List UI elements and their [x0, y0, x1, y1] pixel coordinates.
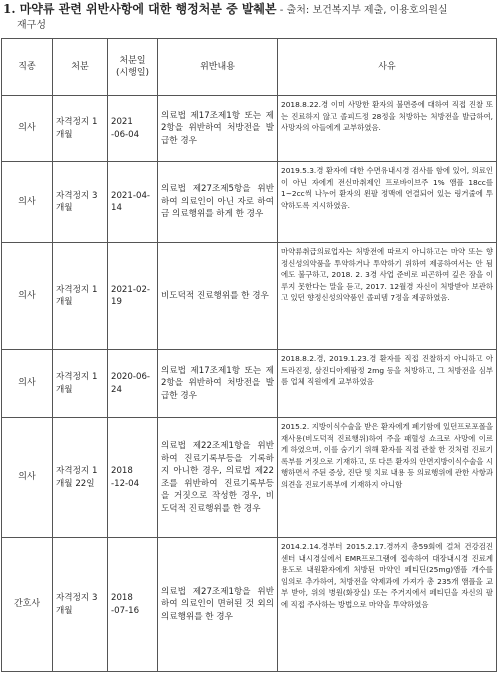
cell-reason: 2014.2.14.경부터 2015.2.17.경까지 총59회에 걸쳐 건강검진센터 내시경실에서 EMR프로그램에 접속하여 대장내시경 진료계 용도로 내원환자에게 처방된 마약인 페티딘(25mg)앰플 개수를 임의로 추가하여, 처방전을 약제과에 가져가 총 235개 앰플을 교부 받아, 위의 병원(화장실) 또는 주거지에서 페티딘을 자신의 팔에 직접 주사하는 방법으로 마약을 투약하였음: [278, 538, 497, 672]
header-job: 직종: [2, 39, 53, 96]
cell-job: 의사: [2, 350, 53, 418]
cell-action: 자격정지 1 개월: [53, 350, 108, 418]
cell-action: 자격정지 1 개월: [53, 96, 108, 162]
cell-reason: 2018.8.22.경 이미 사망한 환자의 불면증에 대하여 직접 진찰 또는 진료하지 않고 졸피드정 28정을 처방하는 처방전을 발급하여, 사망자의 아들에게 교부하였음.: [278, 96, 497, 162]
cell-action: 자격정지 1 개월 22일: [53, 418, 108, 538]
cell-action: 자격정지 3 개월: [53, 162, 108, 243]
cell-action: 자격정지 1 개월: [53, 243, 108, 350]
cell-violation: 의료법 제27조제5항을 위반하여 의료인이 아닌 자로 하여금 의료행위를 하게 한 경우: [158, 162, 278, 243]
cell-date: 2018 -12-04: [108, 418, 158, 538]
cell-action: 자격정지 3 개월: [53, 538, 108, 672]
header-violation: 위반내용: [158, 39, 278, 96]
disciplinary-actions-table: [1, 38, 497, 672]
cell-reason: 마약류취급의료업자는 처방전에 따르지 아니하고는 마약 또는 향정신성의약품을 투약하거나 투약하기 위하여 제공하여서는 안 됨에도 불구하고, 2018. 2. 3경 사업 준비로 피곤하여 깊은 잠을 이루지 못한다는 말을 듣고, 2017. 12월경 자신이 처방받아 보관하고 있던 향정신성의약품인 졸피뎀 7정을 제공하였음.: [278, 243, 497, 350]
table-row: [2, 243, 497, 350]
table-header-row: [2, 39, 497, 96]
heading-title: 1. 마약류 관련 위반사항에 대한 행정처분 중 발췌본: [3, 2, 277, 16]
cell-date: 2021-02-19: [108, 243, 158, 350]
cell-violation: 의료법 제27조제1항을 위반하여 의료인이 면허된 것 외의 의료행위를 한 경우: [158, 538, 278, 672]
cell-job: 간호사: [2, 538, 53, 672]
table-row: [2, 162, 497, 243]
cell-reason: 2019.5.3.경 환자에 대한 수면유내시경 검사를 함에 있어, 의료인이 아닌 자에게 전신마취제인 프로바이브주 1% 앰플 18cc를 1~2cc씩 나누어 환자의 왼팔 정맥에 연결되어 있는 링거줄에 투약하도록 지시하였음.: [278, 162, 497, 243]
header-date: 처분일 (시행일): [108, 39, 158, 96]
cell-job: 의사: [2, 162, 53, 243]
table-row: [2, 418, 497, 538]
table-row: [2, 96, 497, 162]
cell-job: 의사: [2, 243, 53, 350]
heading-source-continuation: 재구성: [17, 20, 46, 31]
cell-date: 2020-06-24: [108, 350, 158, 418]
header-action: 처분: [53, 39, 108, 96]
cell-violation: 의료법 제22조제1항을 위반하여 진료기록부등을 기록하지 아니한 경우, 의료법 제22조를 위반하여 진료기록부등을 거짓으로 작성한 경우, 비도덕적 진료행위를 한 경우: [158, 418, 278, 538]
cell-job: 의사: [2, 96, 53, 162]
table-row: [2, 350, 497, 418]
cell-reason: 2015.2. 지방이식수술을 받은 환자에게 폐기함에 있던프로포폴을 재사용(비도덕적 진료행위)하여 주을 패혈성 쇼크로 사망에 이르게 하였으며, 이를 숨기기 위해 환자를 직접 관찰 한 것처럼 진료기록부를 거짓으로 기재하고, 또 다른 환자의 안면지방이식수술을 시행하면서 주된 증상, 진단 및 치료 내용 등 의료행위에 관한 사항과 의견을 진료기록부에 기재하지 아니함: [278, 418, 497, 538]
section-heading: [3, 2, 495, 33]
cell-violation: 의료법 제17조제1항 또는 제2항을 위반하여 처방전을 발급한 경우: [158, 350, 278, 418]
cell-reason: 2018.8.2.경, 2019.1.23.경 환자를 직접 진찰하지 아니하고 아트라진정, 삼진디아제팜정 2mg 등을 처방하고, 그 처방전을 심부름 업체 직원에게 교부하였음: [278, 350, 497, 418]
header-reason: 사유: [278, 39, 497, 96]
table-row: [2, 538, 497, 672]
cell-violation: 비도덕적 진료행위를 한 경우: [158, 243, 278, 350]
heading-source: - 출처: 보건복지부 제출, 이용호의원실: [276, 5, 448, 16]
cell-date: 2021 -06-04: [108, 96, 158, 162]
cell-violation: 의료법 제17조제1항 또는 제2항을 위반하여 처방전을 발급한 경우: [158, 96, 278, 162]
cell-date: 2021-04-14: [108, 162, 158, 243]
cell-date: 2018 -07-16: [108, 538, 158, 672]
cell-job: 의사: [2, 418, 53, 538]
